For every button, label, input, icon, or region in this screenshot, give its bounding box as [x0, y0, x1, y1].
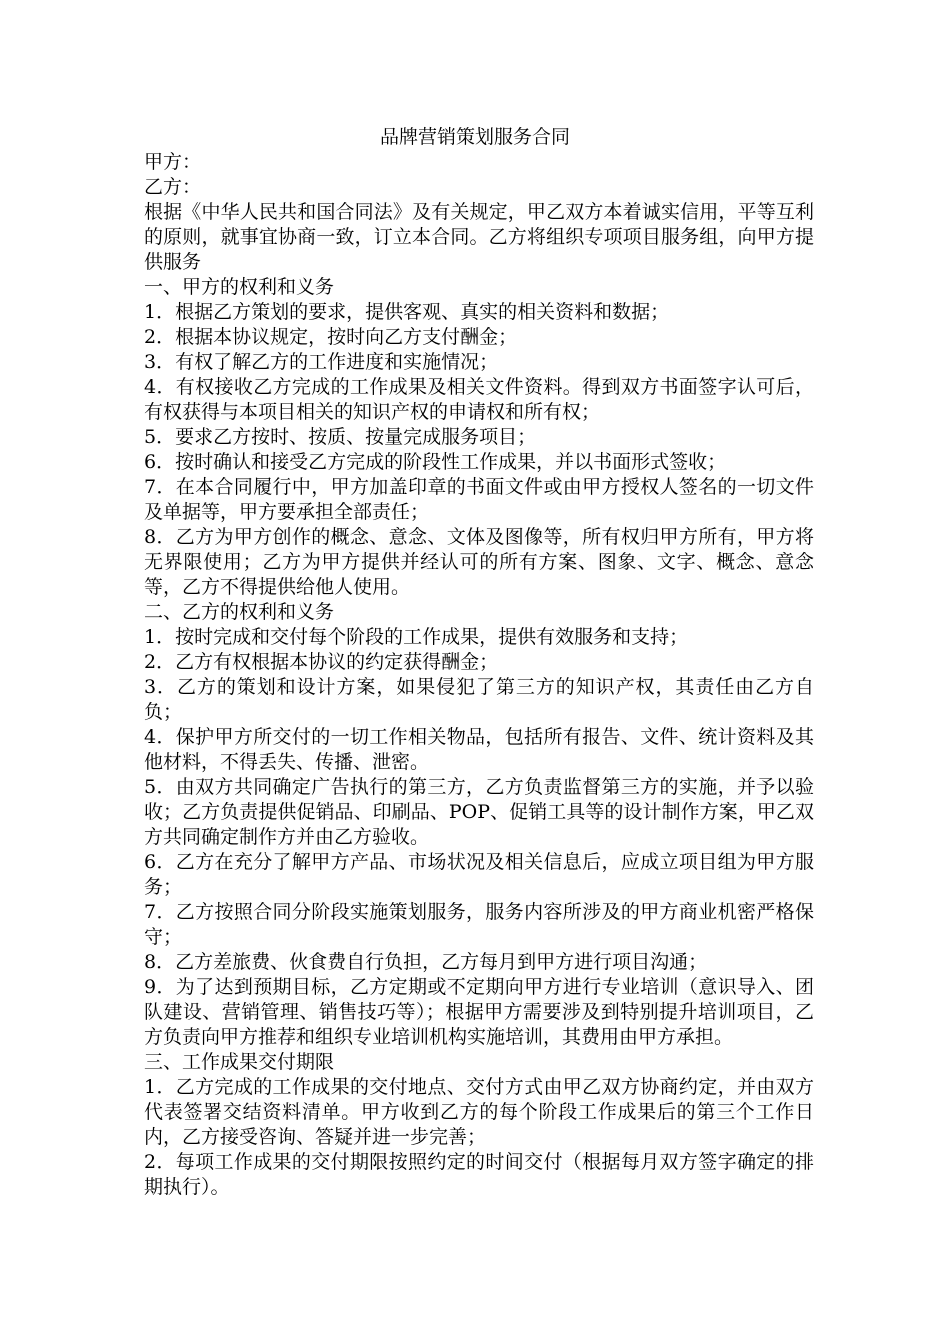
- clause-b-7: 7．乙方按照合同分阶段实施策划服务，服务内容所涉及的甲方商业机密严格保守；: [144, 901, 814, 948]
- clause-a-8: 8．乙方为甲方创作的概念、意念、文体及图像等，所有权归甲方所有，甲方将无界限使用；乙方为甲方提供并经认可的所有方案、图象、文字、概念、意念等，乙方不得提供给他人使用。: [144, 526, 814, 598]
- clause-b-3: 3．乙方的策划和设计方案，如果侵犯了第三方的知识产权，其责任由乙方自负；: [144, 676, 814, 723]
- document-title: 品牌营销策划服务合同: [379, 126, 570, 148]
- section-heading-party-b-rights: 二、乙方的权利和义务: [144, 601, 335, 623]
- clause-a-1: 1．根据乙方策划的要求，提供客观、真实的相关资料和数据；: [144, 301, 670, 323]
- clause-a-7: 7．在本合同履行中，甲方加盖印章的书面文件或由甲方授权人签名的一切文件及单据等，甲方要承担全部责任；: [144, 476, 814, 523]
- preamble-paragraph: 根据《中华人民共和国合同法》及有关规定，甲乙双方本着诚实信用，平等互利的原则，就事宜协商一致，订立本合同。乙方将组织专项项目服务组，向甲方提供服务: [144, 201, 814, 273]
- clause-b-8: 8．乙方差旅费、伙食费自行负担，乙方每月到甲方进行项目沟通；: [144, 951, 708, 973]
- document-body: [144, 150, 814, 1200]
- clause-b-6: 6．乙方在充分了解甲方产品、市场状况及相关信息后，应成立项目组为甲方服务；: [144, 851, 814, 898]
- clause-b-2: 2．乙方有权根据本协议的约定获得酬金；: [144, 651, 499, 673]
- clause-b-4: 4．保护甲方所交付的一切工作相关物品，包括所有报告、文件、统计资料及其他材料，不得丢失、传播、泄密。: [144, 726, 814, 773]
- clause-b-1: 1．按时完成和交付每个阶段的工作成果，提供有效服务和支持；: [144, 626, 689, 648]
- clause-c-1: 1．乙方完成的工作成果的交付地点、交付方式由甲乙双方协商约定，并由双方代表签署交结资料清单。甲方收到乙方的每个阶段工作成果后的第三个工作日内，乙方接受咨询、答疑并进一步完善；: [144, 1076, 814, 1148]
- clause-c-2: 2．每项工作成果的交付期限按照约定的时间交付（根据每月双方签字确定的排期执行）。: [144, 1151, 814, 1198]
- clause-a-2: 2．根据本协议规定，按时向乙方支付酬金；: [144, 326, 518, 348]
- clause-b-9: 9．为了达到预期目标，乙方定期或不定期向甲方进行专业培训（意识导入、团队建设、营销管理、销售技巧等）；根据甲方需要涉及到特别提升培训项目，乙方负责向甲方推荐和组织专业培训机构实施培训，其费用由甲方承担。: [144, 976, 814, 1048]
- clause-a-6: 6．按时确认和接受乙方完成的阶段性工作成果，并以书面形式签收；: [144, 451, 727, 473]
- clause-b-5: 5．由双方共同确定广告执行的第三方，乙方负责监督第三方的实施，并予以验收；乙方负责提供促销品、印刷品、POP、促销工具等的设计制作方案，甲乙双方共同确定制作方并由乙方验收。: [144, 776, 814, 848]
- party-a-line: 甲方：: [144, 151, 202, 173]
- clause-a-5: 5．要求乙方按时、按质、按量完成服务项目；: [144, 426, 537, 448]
- clause-a-4: 4．有权接收乙方完成的工作成果及相关文件资料。得到双方书面签字认可后，有权获得与本项目相关的知识产权的申请权和所有权；: [144, 376, 814, 423]
- party-b-line: 乙方：: [144, 176, 202, 198]
- clause-a-3: 3．有权了解乙方的工作进度和实施情况；: [144, 351, 499, 373]
- section-heading-delivery-period: 三、工作成果交付期限: [144, 1051, 335, 1073]
- section-heading-party-a-rights: 一、甲方的权利和义务: [144, 276, 335, 298]
